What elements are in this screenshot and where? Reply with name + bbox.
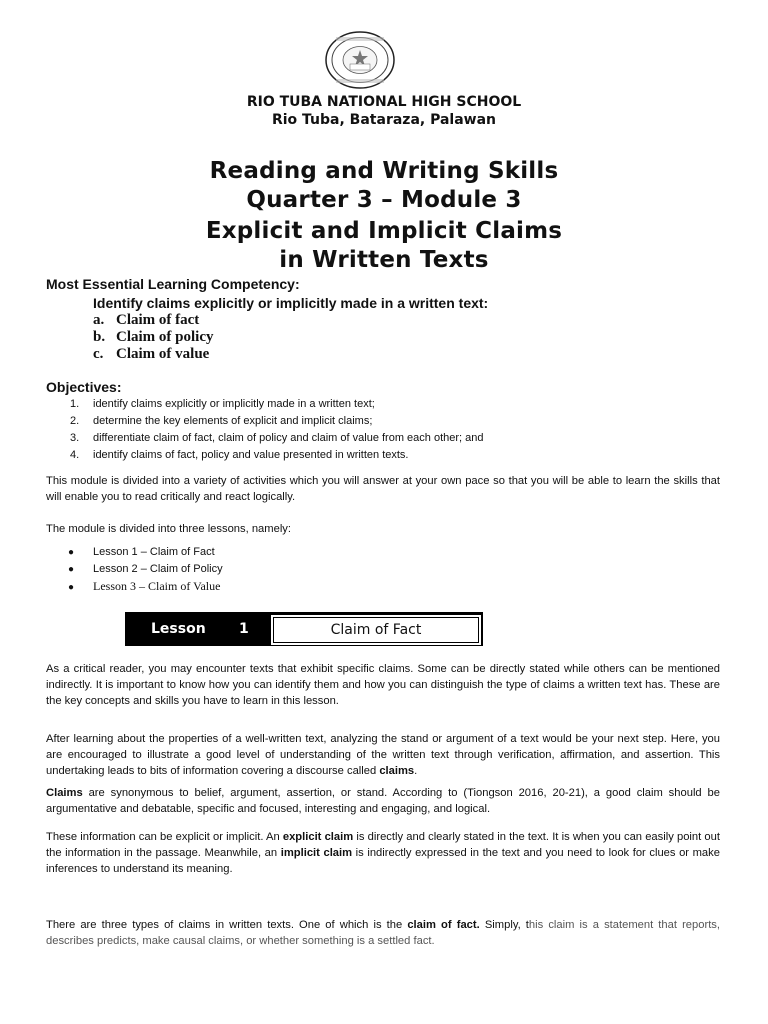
objective-text: differentiate claim of fact, claim of policy and claim of value from each other; and xyxy=(93,432,484,444)
intro-paragraph: This module is divided into a variety of activities which you will answer at your own pace so that you will be able to learn the skills that will enable you to read critically and react logically. xyxy=(46,475,720,503)
school-name: RIO TUBA NATIONAL HIGH SCHOOL xyxy=(246,94,522,110)
school-seal-logo xyxy=(324,30,396,90)
school-location: Rio Tuba, Bataraza, Palawan xyxy=(271,112,497,128)
body-paragraph-claims-def xyxy=(46,785,720,817)
p5-grey: his claim is a statement that reports, describes predicts, make causal claims, or whether something is a settled fact. xyxy=(46,919,721,947)
p3-text: are synonymous to belief, argument, assertion, or stand. According to (Tiongson 2016, 20-21), a good claim should be argumentative and debatable, specific and focused, interesting and engaging, and logical. xyxy=(46,787,720,815)
objective-item xyxy=(70,432,484,444)
body-paragraph-explicit-implicit xyxy=(46,829,720,877)
bullet-icon: ● xyxy=(68,564,75,575)
item-text: Claim of fact xyxy=(116,312,200,328)
competency-text: Identify claims explicitly or implicitly made in a written text: xyxy=(93,295,489,311)
lesson-banner xyxy=(125,612,483,646)
competency-item xyxy=(93,346,209,363)
body-paragraph-claim-of-fact xyxy=(46,917,720,949)
p4-c: is directly and clearly stated in the text. It is when you can easily point out the information in the passage. Meanwhile, an xyxy=(46,831,720,859)
body-paragraph-intro: As a critical reader, you may encounter texts that exhibit specific claims. Some can be directly stated while others can be mentioned indirectly. It is important to know how you can identify them and how you can distinguish the type of claims a written text has. These are the key concepts and skills you have to learn in this lesson. xyxy=(46,663,720,707)
module-title-topic: Explicit and Implicit Claims xyxy=(205,218,563,244)
item-marker: b. xyxy=(93,329,106,345)
p5-bold-claim-of-fact: claim of fact. xyxy=(407,919,480,931)
item-marker: c. xyxy=(93,346,104,362)
objective-number: 4. xyxy=(70,449,80,461)
lesson-number: 1 xyxy=(239,621,249,637)
bullet-icon: ● xyxy=(68,582,75,593)
intro-lessons-lead: The module is divided into three lessons, namely: xyxy=(46,523,292,535)
objective-text: determine the key elements of explicit and implicit claims; xyxy=(93,415,373,427)
item-text: Claim of value xyxy=(116,346,210,362)
module-title-subject: Reading and Writing Skills xyxy=(209,158,559,184)
objective-text: identify claims explicitly or implicitly made in a written text; xyxy=(93,398,375,410)
competency-item xyxy=(93,329,214,346)
objective-item xyxy=(70,415,372,427)
bullet-icon: ● xyxy=(68,547,75,558)
p3-bold-claims: Claims xyxy=(46,787,83,799)
body-paragraph-claims-intro xyxy=(46,731,720,779)
objective-item xyxy=(70,398,375,410)
objective-number: 2. xyxy=(70,415,80,427)
p2-bold-claims: claims xyxy=(379,765,415,777)
p4-a: These information can be explicit or implicit. An xyxy=(46,831,283,843)
p5-c: Simply, t xyxy=(479,919,529,931)
lesson-list-text: Lesson 2 – Claim of Policy xyxy=(93,563,223,575)
p4-d: is indirectly expressed in the text and you need to look for clues or make inferences to understand its meaning. xyxy=(46,847,720,875)
objective-number: 3. xyxy=(70,432,80,444)
p4-bold-explicit: explicit claim xyxy=(282,831,354,843)
p4-bold-implicit: implicit claim xyxy=(280,847,353,859)
item-marker: a. xyxy=(93,312,105,328)
p5-a: There are three types of claims in written texts. One of which is the xyxy=(46,919,408,931)
lesson-list-item xyxy=(68,563,223,575)
competency-item xyxy=(93,312,199,329)
lesson-list-text: Lesson 3 – Claim of Value xyxy=(93,579,221,593)
objective-text: identify claims of fact, policy and value presented in written texts. xyxy=(93,449,409,461)
objectives-label: Objectives: xyxy=(46,379,122,395)
item-text: Claim of policy xyxy=(116,329,214,345)
lesson-list-item xyxy=(68,579,220,594)
lesson-banner-title: Claim of Fact xyxy=(273,617,479,643)
lesson-list-text: Lesson 1 – Claim of Fact xyxy=(93,546,215,558)
p2-end: . xyxy=(414,765,418,777)
lesson-list-item xyxy=(68,546,215,558)
objective-item xyxy=(70,449,409,461)
module-title-topic-cont: in Written Texts xyxy=(279,247,489,273)
p2-text: After learning about the properties of a well-written text, analyzing the stand or argument of a text would be your next step. Here, you are encouraged to illustrate a good level of understanding of the written text through verification, affirmation, and assertion. This undertaking leads to bits of information covering a discourse called xyxy=(46,733,720,777)
competency-label: Most Essential Learning Competency: xyxy=(46,276,300,292)
lesson-word: Lesson xyxy=(151,621,206,637)
objective-number: 1. xyxy=(70,398,80,410)
lesson-banner-label xyxy=(125,612,273,646)
module-title-quarter: Quarter 3 – Module 3 xyxy=(246,187,522,213)
